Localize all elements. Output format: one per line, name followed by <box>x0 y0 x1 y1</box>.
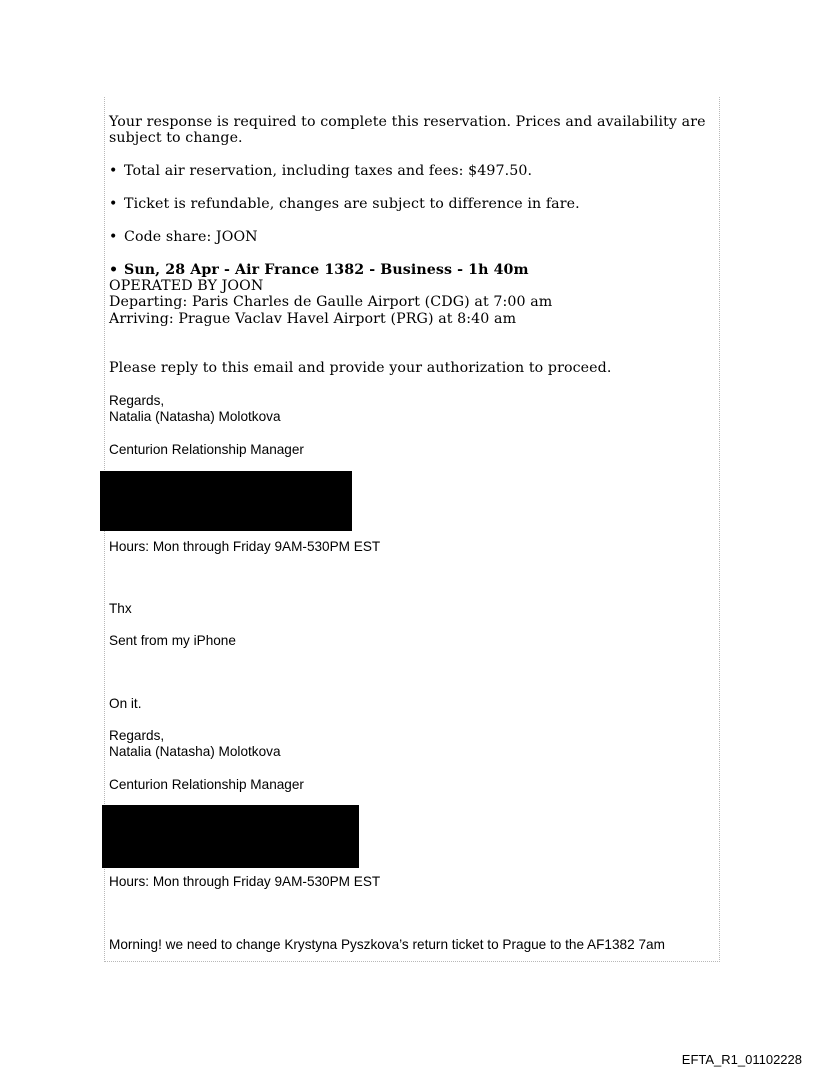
redaction-block <box>100 471 352 531</box>
bullet-text: Ticket is refundable, changes are subject to difference in fare. <box>124 196 580 212</box>
document-id: EFTA_R1_01102228 <box>681 1052 802 1067</box>
bullet-marker: • <box>109 229 118 245</box>
morning-request: Morning! we need to change Krystyna Pyszkova’s return ticket to Prague to the AF1382 7am <box>109 937 665 952</box>
redaction-block <box>102 805 359 868</box>
bullet-refundable <box>109 196 580 212</box>
sent-from-iphone: Sent from my iPhone <box>109 633 236 648</box>
on-it-message: On it. <box>109 696 142 711</box>
signature-title: Centurion Relationship Manager <box>109 442 304 457</box>
signature-regards: Regards, <box>109 728 165 743</box>
flight-operated-by: OPERATED BY JOON <box>109 278 264 294</box>
signature-regards: Regards, <box>109 393 165 408</box>
intro-line-2: subject to change. <box>109 130 243 146</box>
bullet-total-price <box>109 163 532 179</box>
reply-thx: Thx <box>109 601 132 616</box>
flight-arriving: Arriving: Prague Vaclav Havel Airport (PRG) at 8:40 am <box>109 311 517 327</box>
flight-departing: Departing: Paris Charles de Gaulle Airport (CDG) at 7:00 am <box>109 294 553 310</box>
signature-name: Natalia (Natasha) Molotkova <box>109 409 281 424</box>
signature-hours: Hours: Mon through Friday 9AM-530PM EST <box>109 874 381 889</box>
bullet-marker: • <box>109 262 119 278</box>
reply-request: Please reply to this email and provide your authorization to proceed. <box>109 360 612 376</box>
bullet-text: Code share: JOON <box>124 229 258 245</box>
signature-name: Natalia (Natasha) Molotkova <box>109 744 281 759</box>
flight-headline <box>109 262 529 278</box>
bullet-marker: • <box>109 196 118 212</box>
intro-line-1: Your response is required to complete this reservation. Prices and availability are <box>109 114 706 130</box>
bullet-text: Total air reservation, including taxes and fees: $497.50. <box>124 163 533 179</box>
signature-hours: Hours: Mon through Friday 9AM-530PM EST <box>109 539 381 554</box>
signature-title: Centurion Relationship Manager <box>109 777 304 792</box>
flight-headline-text: Sun, 28 Apr - Air France 1382 - Business - 1h 40m <box>124 262 529 278</box>
bullet-code-share <box>109 229 258 245</box>
bullet-marker: • <box>109 163 118 179</box>
